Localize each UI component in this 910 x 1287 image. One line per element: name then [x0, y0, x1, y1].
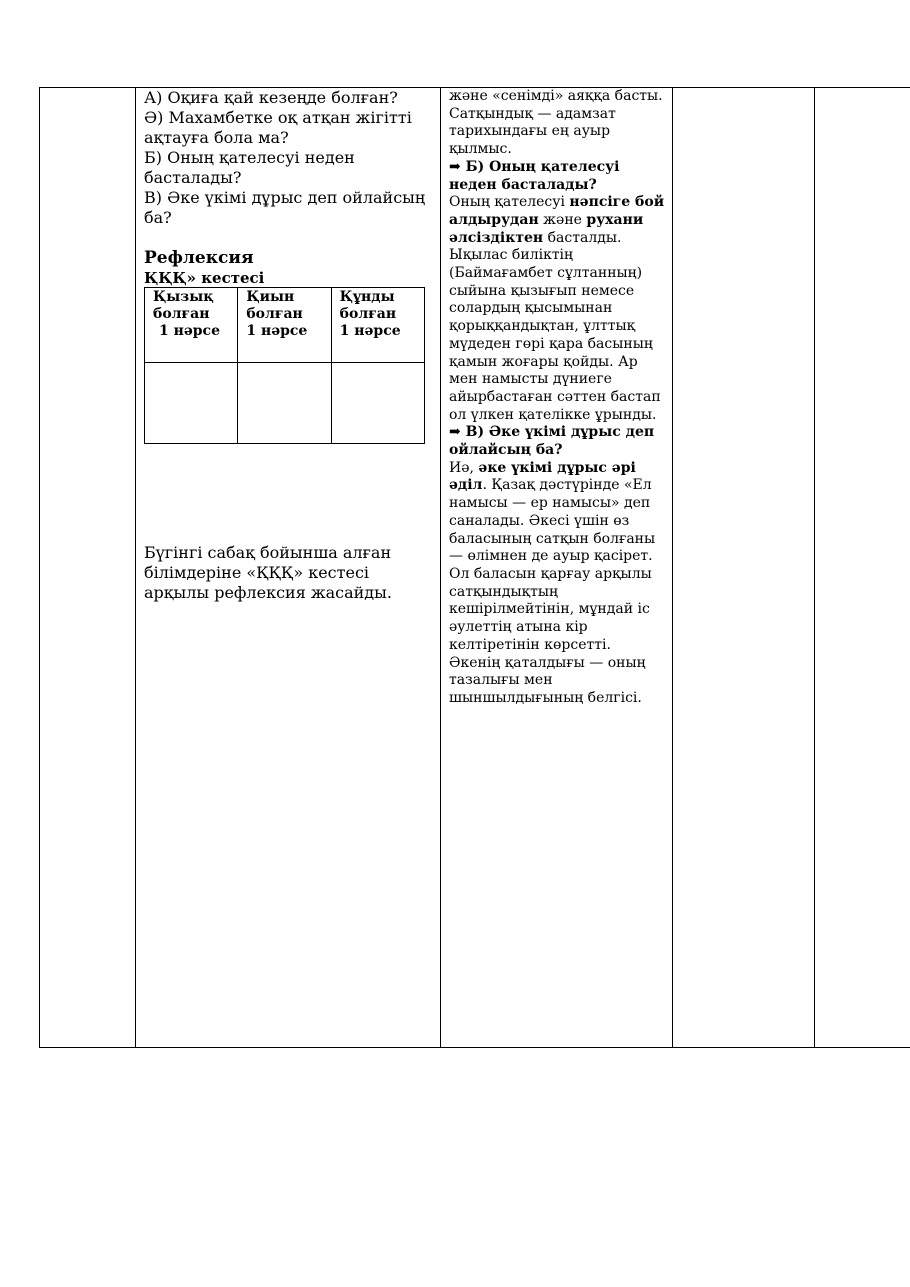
answer-b: Оның қателесуі нәпсіге бой алдырудан және рухани әлсіздіктен басталды. Ықылас биліктің (Баймағамбет сұлтанның) сыйына қызығып немесе солардың қысымынан қорыққандықтан, ұлттық мүдеден гөрі қара басының қамын жоғары қойды. Ар мен намысты дүниеге айырбастаған сәттен бастап ол үлкен қателікке ұрынды. — [449, 194, 665, 423]
kkk-body-row — [145, 363, 425, 444]
kkk-cell-valuable — [331, 363, 424, 444]
kkk-header-valuable: Құнды болған 1 нәрсе — [331, 288, 424, 363]
question-b-heading: ➡ Б) Оның қателесуі неден басталады? — [449, 158, 620, 193]
teacher-activity-cell — [136, 88, 441, 1048]
reflection-subtitle: ҚҚҚ» кестесі — [144, 269, 265, 287]
stage-cell — [40, 88, 136, 1048]
kkk-table — [144, 287, 425, 444]
kkk-cell-interesting — [145, 363, 238, 444]
kkk-header-difficult: Қиын болған 1 нәрсе — [238, 288, 331, 363]
answer-cell — [441, 88, 673, 1048]
question-list — [144, 88, 436, 228]
question-v: В) Әке үкімі дұрыс деп ойлайсың ба? — [144, 188, 426, 227]
reflection-title: Рефлексия — [144, 248, 254, 268]
question-v-heading: ➡ В) Әке үкімі дұрыс деп ойлайсың ба? — [449, 424, 655, 459]
question-ae: Ә) Махамбетке оқ атқан жігітті ақтауға бола ма? — [144, 108, 412, 147]
answer-v: Иә, әке үкімі дұрыс әрі әділ. Қазақ дәстүрінде «Ел намысы — ер намысы» деп саналады. Әкесі үшін өз баласының сатқын болғаны — өлімнен де ауыр қасірет. Ол баласын қарғау арқылы сатқындықтың кешірілмейтінін, мұндай іс әулеттің атына кір келтіретінін көрсетті. Әкенің қаталдығы — оның тазалығы мен шыншылдығының белгісі. — [449, 459, 656, 706]
question-a: А) Оқиға қай кезеңде болған? — [144, 88, 398, 107]
student-activity-cell — [673, 88, 815, 1048]
answer-intro: және «сенімді» аяққа басты. Сатқындық — адамзат тарихындағы ең ауыр қылмыс. — [449, 88, 663, 158]
lesson-plan-table — [39, 87, 910, 1048]
kkk-header-interesting: Қызық болған 1 нәрсе — [145, 288, 238, 363]
kkk-cell-difficult — [238, 363, 331, 444]
question-b: Б) Оның қателесуі неден басталады? — [144, 148, 355, 187]
resources-cell — [815, 88, 910, 1048]
kkk-header-row — [145, 288, 425, 363]
table-row — [40, 88, 910, 1048]
closing-text: Бүгінгі сабақ бойынша алған білімдеріне «ҚҚҚ» кестесі арқылы рефлексия жасайды. — [144, 543, 392, 602]
